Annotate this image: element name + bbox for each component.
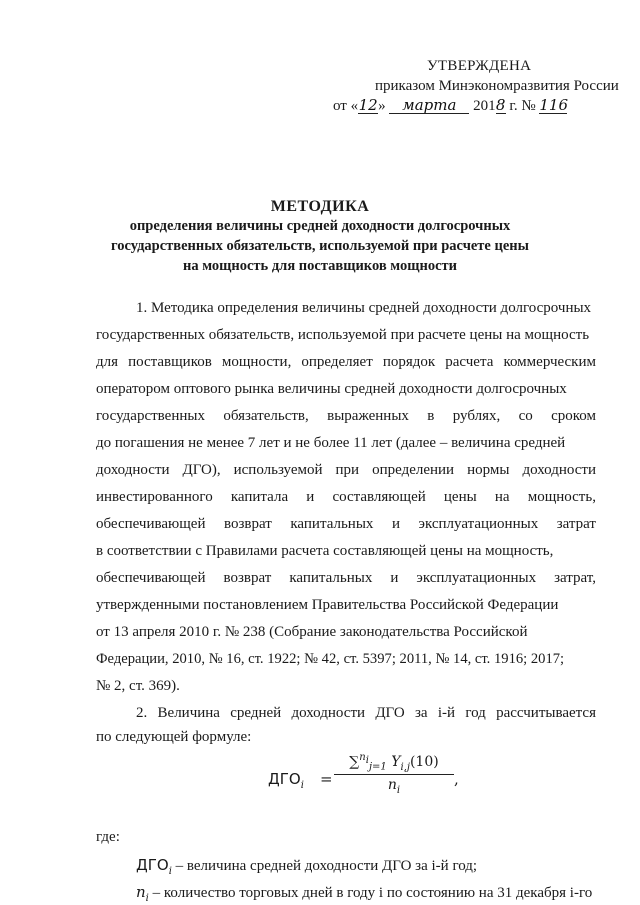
approval-order: приказом Минэкономразвития России — [375, 78, 619, 94]
p1-line: доходности ДГО), используемой при определении нормы доходности — [96, 462, 596, 478]
p2-line: по следующей формуле: — [96, 729, 252, 745]
p1-line: от 13 апреля 2010 г. № 238 (Собрание законодательства Российской — [96, 624, 528, 640]
formula-comma: , — [454, 770, 459, 788]
definition-1: $ДГО_i$ – величина средней доходности ДГО за i-й год; — [136, 856, 478, 877]
subtitle-line-3: на мощность для поставщиков мощности — [182, 258, 458, 274]
p1-line: государственных обязательств, используемой при расчете цены на мощность — [96, 327, 590, 343]
definition-2: $n_i$ – количество торговых дней в году i по состоянию на 31 декабря i-го — [136, 883, 593, 904]
subtitle-line-1: определения величины средней доходности долгосрочных — [129, 218, 511, 234]
p1-line: Федерации, 2010, № 16, ст. 1922; № 42, ст. 5397; 2011, № 14, ст. 1916; 2017; — [96, 651, 565, 667]
date-mid: » — [378, 98, 386, 114]
formula-fraction — [334, 752, 454, 796]
p1-line: в соответствии с Правилами расчета составляющей цены на мощность, — [96, 543, 554, 559]
p1-line: 1. Методика определения величины средней доходности долгосрочных — [136, 300, 592, 316]
p1-line: оператором оптового рынка величины средней доходности долгосрочных — [96, 381, 567, 397]
p1-line: № 2, ст. 369). — [96, 678, 180, 694]
p1-line: инвестированного капитала и составляющей цены на мощность, — [96, 489, 596, 505]
document-title: МЕТОДИКА — [270, 198, 370, 215]
p1-line: обеспечивающей возврат капитальных и эксплуатационных затрат, — [96, 570, 596, 586]
date-prefix: от « — [333, 98, 359, 114]
approval-title: УТВЕРЖДЕНА — [427, 58, 532, 74]
approval-date — [333, 98, 567, 115]
subtitle-line-2: государственных обязательств, используемой при расчете цены — [111, 238, 529, 254]
p1-line: обеспечивающей возврат капитальных и эксплуатационных затрат — [96, 516, 596, 532]
date-year-digit: 8 — [495, 96, 506, 114]
date-year-prefix: 201 — [473, 98, 496, 114]
formula — [96, 752, 596, 812]
p2-line: 2. Величина средней доходности ДГО за i-й год рассчитывается — [136, 705, 596, 721]
p1-line: утвержденными постановлением Правительства Российской Федерации — [96, 597, 559, 613]
p1-line: государственных обязательств, выраженных в рублях, со сроком — [96, 408, 596, 424]
formula-equals: = — [320, 770, 333, 788]
formula-lhs: $ДГО_i$ — [268, 770, 304, 791]
formula-denominator: $n_i$ — [387, 777, 401, 796]
date-year-suffix: г. № — [509, 98, 536, 114]
order-number: 116 — [539, 96, 569, 114]
p1-line: до погашения не менее 7 лет и не более 11 лет (далее – величина средней — [96, 435, 566, 451]
where-label: где: — [96, 829, 120, 845]
formula-numerator: ∑$^{n_i}_{j=1}$ $Y_{i,j}(10)$ — [334, 752, 454, 775]
p1-line: для поставщиков мощности, определяет порядок расчета коммерческим — [96, 354, 596, 370]
date-day: 12 — [358, 96, 378, 114]
date-month: марта — [389, 98, 469, 114]
